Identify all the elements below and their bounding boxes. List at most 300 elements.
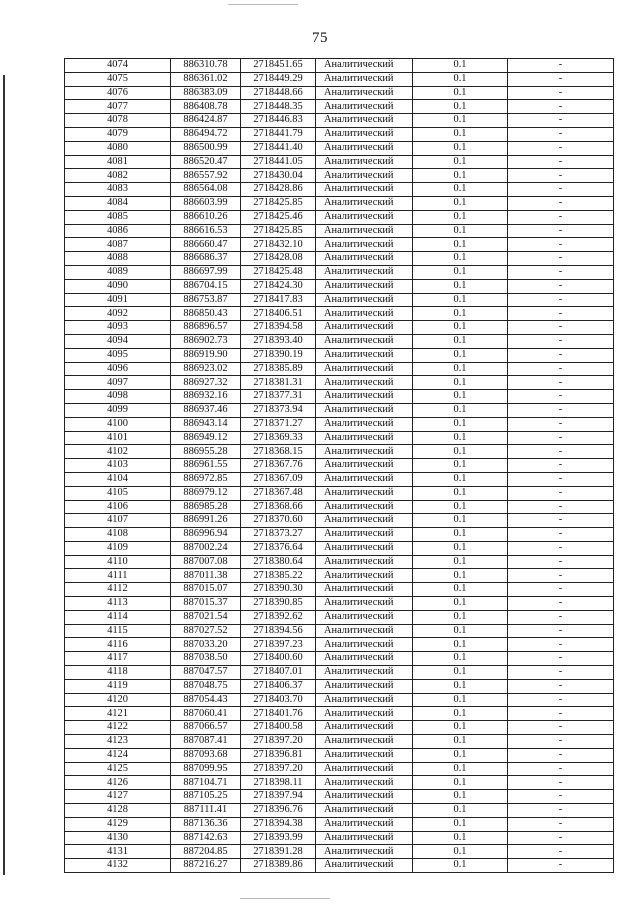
y-coordinate-cell: 2718446.83 bbox=[241, 114, 316, 128]
y-coordinate-cell: 2718367.09 bbox=[241, 472, 316, 486]
table-row bbox=[65, 859, 614, 873]
method-cell: Аналитический bbox=[316, 307, 413, 321]
table-row bbox=[65, 265, 614, 279]
point-number-cell: 4089 bbox=[65, 265, 171, 279]
x-coordinate-cell: 887066.57 bbox=[171, 721, 241, 735]
y-coordinate-cell: 2718371.27 bbox=[241, 417, 316, 431]
note-cell: - bbox=[508, 845, 614, 859]
table-row bbox=[65, 845, 614, 859]
table-row bbox=[65, 445, 614, 459]
note-cell: - bbox=[508, 224, 614, 238]
y-coordinate-cell: 2718389.86 bbox=[241, 859, 316, 873]
table-row bbox=[65, 238, 614, 252]
method-cell: Аналитический bbox=[316, 403, 413, 417]
note-cell: - bbox=[508, 790, 614, 804]
accuracy-cell: 0.1 bbox=[413, 831, 508, 845]
x-coordinate-cell: 887105.25 bbox=[171, 790, 241, 804]
point-number-cell: 4098 bbox=[65, 390, 171, 404]
accuracy-cell: 0.1 bbox=[413, 210, 508, 224]
table-row bbox=[65, 707, 614, 721]
y-coordinate-cell: 2718376.64 bbox=[241, 541, 316, 555]
method-cell: Аналитический bbox=[316, 210, 413, 224]
table-row bbox=[65, 334, 614, 348]
y-coordinate-cell: 2718393.40 bbox=[241, 334, 316, 348]
note-cell: - bbox=[508, 610, 614, 624]
method-cell: Аналитический bbox=[316, 748, 413, 762]
point-number-cell: 4087 bbox=[65, 238, 171, 252]
x-coordinate-cell: 886616.53 bbox=[171, 224, 241, 238]
method-cell: Аналитический bbox=[316, 790, 413, 804]
table-row bbox=[65, 541, 614, 555]
table-row bbox=[65, 748, 614, 762]
method-cell: Аналитический bbox=[316, 348, 413, 362]
table-row bbox=[65, 293, 614, 307]
y-coordinate-cell: 2718451.65 bbox=[241, 59, 316, 73]
point-number-cell: 4099 bbox=[65, 403, 171, 417]
y-coordinate-cell: 2718368.66 bbox=[241, 500, 316, 514]
table-row bbox=[65, 569, 614, 583]
table-row bbox=[65, 59, 614, 73]
y-coordinate-cell: 2718373.27 bbox=[241, 528, 316, 542]
y-coordinate-cell: 2718425.85 bbox=[241, 224, 316, 238]
table-row bbox=[65, 431, 614, 445]
method-cell: Аналитический bbox=[316, 196, 413, 210]
method-cell: Аналитический bbox=[316, 652, 413, 666]
table-row bbox=[65, 196, 614, 210]
accuracy-cell: 0.1 bbox=[413, 472, 508, 486]
y-coordinate-cell: 2718367.76 bbox=[241, 459, 316, 473]
scan-edge-mark bbox=[3, 75, 5, 875]
note-cell: - bbox=[508, 127, 614, 141]
note-cell: - bbox=[508, 348, 614, 362]
table-row bbox=[65, 279, 614, 293]
note-cell: - bbox=[508, 334, 614, 348]
accuracy-cell: 0.1 bbox=[413, 293, 508, 307]
table-row bbox=[65, 183, 614, 197]
accuracy-cell: 0.1 bbox=[413, 307, 508, 321]
y-coordinate-cell: 2718385.89 bbox=[241, 362, 316, 376]
method-cell: Аналитический bbox=[316, 252, 413, 266]
point-number-cell: 4080 bbox=[65, 141, 171, 155]
table-row bbox=[65, 252, 614, 266]
point-number-cell: 4105 bbox=[65, 486, 171, 500]
accuracy-cell: 0.1 bbox=[413, 762, 508, 776]
table-row bbox=[65, 610, 614, 624]
table-row bbox=[65, 804, 614, 818]
accuracy-cell: 0.1 bbox=[413, 845, 508, 859]
note-cell: - bbox=[508, 252, 614, 266]
point-number-cell: 4129 bbox=[65, 817, 171, 831]
accuracy-cell: 0.1 bbox=[413, 610, 508, 624]
note-cell: - bbox=[508, 693, 614, 707]
accuracy-cell: 0.1 bbox=[413, 583, 508, 597]
note-cell: - bbox=[508, 100, 614, 114]
point-number-cell: 4108 bbox=[65, 528, 171, 542]
y-coordinate-cell: 2718432.10 bbox=[241, 238, 316, 252]
accuracy-cell: 0.1 bbox=[413, 514, 508, 528]
method-cell: Аналитический bbox=[316, 500, 413, 514]
y-coordinate-cell: 2718400.58 bbox=[241, 721, 316, 735]
method-cell: Аналитический bbox=[316, 334, 413, 348]
method-cell: Аналитический bbox=[316, 693, 413, 707]
y-coordinate-cell: 2718370.60 bbox=[241, 514, 316, 528]
point-number-cell: 4084 bbox=[65, 196, 171, 210]
point-number-cell: 4074 bbox=[65, 59, 171, 73]
note-cell: - bbox=[508, 762, 614, 776]
y-coordinate-cell: 2718449.29 bbox=[241, 72, 316, 86]
point-number-cell: 4082 bbox=[65, 169, 171, 183]
table-row bbox=[65, 141, 614, 155]
x-coordinate-cell: 886955.28 bbox=[171, 445, 241, 459]
method-cell: Аналитический bbox=[316, 155, 413, 169]
accuracy-cell: 0.1 bbox=[413, 127, 508, 141]
method-cell: Аналитический bbox=[316, 610, 413, 624]
method-cell: Аналитический bbox=[316, 624, 413, 638]
y-coordinate-cell: 2718406.37 bbox=[241, 679, 316, 693]
y-coordinate-cell: 2718441.05 bbox=[241, 155, 316, 169]
note-cell: - bbox=[508, 831, 614, 845]
point-number-cell: 4115 bbox=[65, 624, 171, 638]
accuracy-cell: 0.1 bbox=[413, 804, 508, 818]
table-row bbox=[65, 155, 614, 169]
method-cell: Аналитический bbox=[316, 541, 413, 555]
point-number-cell: 4078 bbox=[65, 114, 171, 128]
method-cell: Аналитический bbox=[316, 555, 413, 569]
point-number-cell: 4118 bbox=[65, 666, 171, 680]
method-cell: Аналитический bbox=[316, 127, 413, 141]
y-coordinate-cell: 2718425.46 bbox=[241, 210, 316, 224]
note-cell: - bbox=[508, 376, 614, 390]
point-number-cell: 4100 bbox=[65, 417, 171, 431]
x-coordinate-cell: 887087.41 bbox=[171, 735, 241, 749]
note-cell: - bbox=[508, 114, 614, 128]
method-cell: Аналитический bbox=[316, 86, 413, 100]
method-cell: Аналитический bbox=[316, 445, 413, 459]
point-number-cell: 4093 bbox=[65, 321, 171, 335]
y-coordinate-cell: 2718393.99 bbox=[241, 831, 316, 845]
x-coordinate-cell: 886361.02 bbox=[171, 72, 241, 86]
x-coordinate-cell: 886943.14 bbox=[171, 417, 241, 431]
accuracy-cell: 0.1 bbox=[413, 252, 508, 266]
accuracy-cell: 0.1 bbox=[413, 500, 508, 514]
x-coordinate-cell: 886972.85 bbox=[171, 472, 241, 486]
note-cell: - bbox=[508, 776, 614, 790]
accuracy-cell: 0.1 bbox=[413, 141, 508, 155]
y-coordinate-cell: 2718377.31 bbox=[241, 390, 316, 404]
x-coordinate-cell: 887033.20 bbox=[171, 638, 241, 652]
accuracy-cell: 0.1 bbox=[413, 86, 508, 100]
method-cell: Аналитический bbox=[316, 831, 413, 845]
x-coordinate-cell: 887027.52 bbox=[171, 624, 241, 638]
accuracy-cell: 0.1 bbox=[413, 169, 508, 183]
x-coordinate-cell: 886557.92 bbox=[171, 169, 241, 183]
point-number-cell: 4113 bbox=[65, 597, 171, 611]
accuracy-cell: 0.1 bbox=[413, 652, 508, 666]
table-row bbox=[65, 638, 614, 652]
method-cell: Аналитический bbox=[316, 762, 413, 776]
table-row bbox=[65, 679, 614, 693]
point-number-cell: 4104 bbox=[65, 472, 171, 486]
note-cell: - bbox=[508, 86, 614, 100]
accuracy-cell: 0.1 bbox=[413, 417, 508, 431]
point-number-cell: 4120 bbox=[65, 693, 171, 707]
table-row bbox=[65, 597, 614, 611]
method-cell: Аналитический bbox=[316, 721, 413, 735]
x-coordinate-cell: 887007.08 bbox=[171, 555, 241, 569]
y-coordinate-cell: 2718391.28 bbox=[241, 845, 316, 859]
note-cell: - bbox=[508, 431, 614, 445]
accuracy-cell: 0.1 bbox=[413, 624, 508, 638]
note-cell: - bbox=[508, 817, 614, 831]
table-row bbox=[65, 169, 614, 183]
accuracy-cell: 0.1 bbox=[413, 735, 508, 749]
y-coordinate-cell: 2718397.20 bbox=[241, 735, 316, 749]
point-number-cell: 4116 bbox=[65, 638, 171, 652]
point-number-cell: 4121 bbox=[65, 707, 171, 721]
accuracy-cell: 0.1 bbox=[413, 817, 508, 831]
y-coordinate-cell: 2718394.58 bbox=[241, 321, 316, 335]
x-coordinate-cell: 886500.99 bbox=[171, 141, 241, 155]
accuracy-cell: 0.1 bbox=[413, 859, 508, 873]
table-row bbox=[65, 721, 614, 735]
method-cell: Аналитический bbox=[316, 776, 413, 790]
table-row bbox=[65, 224, 614, 238]
method-cell: Аналитический bbox=[316, 72, 413, 86]
note-cell: - bbox=[508, 707, 614, 721]
x-coordinate-cell: 886850.43 bbox=[171, 307, 241, 321]
table-row bbox=[65, 486, 614, 500]
accuracy-cell: 0.1 bbox=[413, 597, 508, 611]
y-coordinate-cell: 2718367.48 bbox=[241, 486, 316, 500]
x-coordinate-cell: 887060.41 bbox=[171, 707, 241, 721]
x-coordinate-cell: 886660.47 bbox=[171, 238, 241, 252]
method-cell: Аналитический bbox=[316, 666, 413, 680]
x-coordinate-cell: 886979.12 bbox=[171, 486, 241, 500]
accuracy-cell: 0.1 bbox=[413, 183, 508, 197]
point-number-cell: 4122 bbox=[65, 721, 171, 735]
y-coordinate-cell: 2718403.70 bbox=[241, 693, 316, 707]
y-coordinate-cell: 2718369.33 bbox=[241, 431, 316, 445]
table-row bbox=[65, 127, 614, 141]
x-coordinate-cell: 886961.55 bbox=[171, 459, 241, 473]
method-cell: Аналитический bbox=[316, 114, 413, 128]
table-row bbox=[65, 362, 614, 376]
table-row bbox=[65, 762, 614, 776]
y-coordinate-cell: 2718424.30 bbox=[241, 279, 316, 293]
table-row bbox=[65, 528, 614, 542]
table-row bbox=[65, 735, 614, 749]
method-cell: Аналитический bbox=[316, 183, 413, 197]
method-cell: Аналитический bbox=[316, 293, 413, 307]
method-cell: Аналитический bbox=[316, 514, 413, 528]
point-number-cell: 4091 bbox=[65, 293, 171, 307]
table-row bbox=[65, 817, 614, 831]
table-row bbox=[65, 321, 614, 335]
point-number-cell: 4101 bbox=[65, 431, 171, 445]
x-coordinate-cell: 887204.85 bbox=[171, 845, 241, 859]
note-cell: - bbox=[508, 183, 614, 197]
accuracy-cell: 0.1 bbox=[413, 334, 508, 348]
accuracy-cell: 0.1 bbox=[413, 721, 508, 735]
note-cell: - bbox=[508, 859, 614, 873]
point-number-cell: 4079 bbox=[65, 127, 171, 141]
method-cell: Аналитический bbox=[316, 265, 413, 279]
method-cell: Аналитический bbox=[316, 817, 413, 831]
point-number-cell: 4097 bbox=[65, 376, 171, 390]
note-cell: - bbox=[508, 265, 614, 279]
note-cell: - bbox=[508, 679, 614, 693]
table-row bbox=[65, 624, 614, 638]
accuracy-cell: 0.1 bbox=[413, 638, 508, 652]
point-number-cell: 4086 bbox=[65, 224, 171, 238]
method-cell: Аналитический bbox=[316, 390, 413, 404]
note-cell: - bbox=[508, 417, 614, 431]
y-coordinate-cell: 2718398.11 bbox=[241, 776, 316, 790]
note-cell: - bbox=[508, 500, 614, 514]
y-coordinate-cell: 2718392.62 bbox=[241, 610, 316, 624]
x-coordinate-cell: 887038.50 bbox=[171, 652, 241, 666]
table-row bbox=[65, 390, 614, 404]
y-coordinate-cell: 2718430.04 bbox=[241, 169, 316, 183]
point-number-cell: 4076 bbox=[65, 86, 171, 100]
x-coordinate-cell: 886564.08 bbox=[171, 183, 241, 197]
method-cell: Аналитический bbox=[316, 141, 413, 155]
note-cell: - bbox=[508, 528, 614, 542]
point-number-cell: 4090 bbox=[65, 279, 171, 293]
note-cell: - bbox=[508, 555, 614, 569]
x-coordinate-cell: 887015.07 bbox=[171, 583, 241, 597]
method-cell: Аналитический bbox=[316, 859, 413, 873]
x-coordinate-cell: 886603.99 bbox=[171, 196, 241, 210]
y-coordinate-cell: 2718448.66 bbox=[241, 86, 316, 100]
x-coordinate-cell: 887136.36 bbox=[171, 817, 241, 831]
y-coordinate-cell: 2718394.56 bbox=[241, 624, 316, 638]
x-coordinate-cell: 886697.99 bbox=[171, 265, 241, 279]
table-row bbox=[65, 583, 614, 597]
y-coordinate-cell: 2718448.35 bbox=[241, 100, 316, 114]
note-cell: - bbox=[508, 169, 614, 183]
accuracy-cell: 0.1 bbox=[413, 224, 508, 238]
method-cell: Аналитический bbox=[316, 486, 413, 500]
scan-artifact-top bbox=[228, 4, 298, 5]
accuracy-cell: 0.1 bbox=[413, 362, 508, 376]
method-cell: Аналитический bbox=[316, 528, 413, 542]
note-cell: - bbox=[508, 155, 614, 169]
table-row bbox=[65, 376, 614, 390]
accuracy-cell: 0.1 bbox=[413, 486, 508, 500]
x-coordinate-cell: 886310.78 bbox=[171, 59, 241, 73]
y-coordinate-cell: 2718390.30 bbox=[241, 583, 316, 597]
note-cell: - bbox=[508, 279, 614, 293]
accuracy-cell: 0.1 bbox=[413, 431, 508, 445]
x-coordinate-cell: 886520.47 bbox=[171, 155, 241, 169]
method-cell: Аналитический bbox=[316, 431, 413, 445]
note-cell: - bbox=[508, 748, 614, 762]
note-cell: - bbox=[508, 486, 614, 500]
point-number-cell: 4083 bbox=[65, 183, 171, 197]
note-cell: - bbox=[508, 362, 614, 376]
y-coordinate-cell: 2718394.38 bbox=[241, 817, 316, 831]
x-coordinate-cell: 887216.27 bbox=[171, 859, 241, 873]
accuracy-cell: 0.1 bbox=[413, 748, 508, 762]
x-coordinate-cell: 886902.73 bbox=[171, 334, 241, 348]
accuracy-cell: 0.1 bbox=[413, 72, 508, 86]
point-number-cell: 4110 bbox=[65, 555, 171, 569]
note-cell: - bbox=[508, 666, 614, 680]
table-row bbox=[65, 307, 614, 321]
table-row bbox=[65, 652, 614, 666]
point-number-cell: 4109 bbox=[65, 541, 171, 555]
note-cell: - bbox=[508, 390, 614, 404]
x-coordinate-cell: 886949.12 bbox=[171, 431, 241, 445]
x-coordinate-cell: 886383.09 bbox=[171, 86, 241, 100]
table-row bbox=[65, 472, 614, 486]
point-number-cell: 4119 bbox=[65, 679, 171, 693]
x-coordinate-cell: 886896.57 bbox=[171, 321, 241, 335]
x-coordinate-cell: 887011.38 bbox=[171, 569, 241, 583]
table-row bbox=[65, 500, 614, 514]
y-coordinate-cell: 2718425.85 bbox=[241, 196, 316, 210]
note-cell: - bbox=[508, 583, 614, 597]
method-cell: Аналитический bbox=[316, 321, 413, 335]
note-cell: - bbox=[508, 321, 614, 335]
y-coordinate-cell: 2718407.01 bbox=[241, 666, 316, 680]
method-cell: Аналитический bbox=[316, 569, 413, 583]
note-cell: - bbox=[508, 445, 614, 459]
y-coordinate-cell: 2718406.51 bbox=[241, 307, 316, 321]
table-row bbox=[65, 100, 614, 114]
note-cell: - bbox=[508, 238, 614, 252]
table-row bbox=[65, 210, 614, 224]
method-cell: Аналитический bbox=[316, 735, 413, 749]
accuracy-cell: 0.1 bbox=[413, 666, 508, 680]
accuracy-cell: 0.1 bbox=[413, 196, 508, 210]
y-coordinate-cell: 2718397.20 bbox=[241, 762, 316, 776]
accuracy-cell: 0.1 bbox=[413, 569, 508, 583]
point-number-cell: 4132 bbox=[65, 859, 171, 873]
note-cell: - bbox=[508, 638, 614, 652]
point-number-cell: 4103 bbox=[65, 459, 171, 473]
table-row bbox=[65, 417, 614, 431]
method-cell: Аналитический bbox=[316, 362, 413, 376]
point-number-cell: 4114 bbox=[65, 610, 171, 624]
point-number-cell: 4102 bbox=[65, 445, 171, 459]
x-coordinate-cell: 886494.72 bbox=[171, 127, 241, 141]
point-number-cell: 4112 bbox=[65, 583, 171, 597]
y-coordinate-cell: 2718396.76 bbox=[241, 804, 316, 818]
accuracy-cell: 0.1 bbox=[413, 376, 508, 390]
point-number-cell: 4088 bbox=[65, 252, 171, 266]
point-number-cell: 4130 bbox=[65, 831, 171, 845]
x-coordinate-cell: 887054.43 bbox=[171, 693, 241, 707]
note-cell: - bbox=[508, 569, 614, 583]
table-row bbox=[65, 459, 614, 473]
method-cell: Аналитический bbox=[316, 459, 413, 473]
point-number-cell: 4106 bbox=[65, 500, 171, 514]
note-cell: - bbox=[508, 72, 614, 86]
method-cell: Аналитический bbox=[316, 224, 413, 238]
table-row bbox=[65, 831, 614, 845]
x-coordinate-cell: 886927.32 bbox=[171, 376, 241, 390]
x-coordinate-cell: 886408.78 bbox=[171, 100, 241, 114]
y-coordinate-cell: 2718380.64 bbox=[241, 555, 316, 569]
note-cell: - bbox=[508, 721, 614, 735]
x-coordinate-cell: 886704.15 bbox=[171, 279, 241, 293]
point-number-cell: 4131 bbox=[65, 845, 171, 859]
x-coordinate-cell: 887021.54 bbox=[171, 610, 241, 624]
point-number-cell: 4128 bbox=[65, 804, 171, 818]
point-number-cell: 4111 bbox=[65, 569, 171, 583]
